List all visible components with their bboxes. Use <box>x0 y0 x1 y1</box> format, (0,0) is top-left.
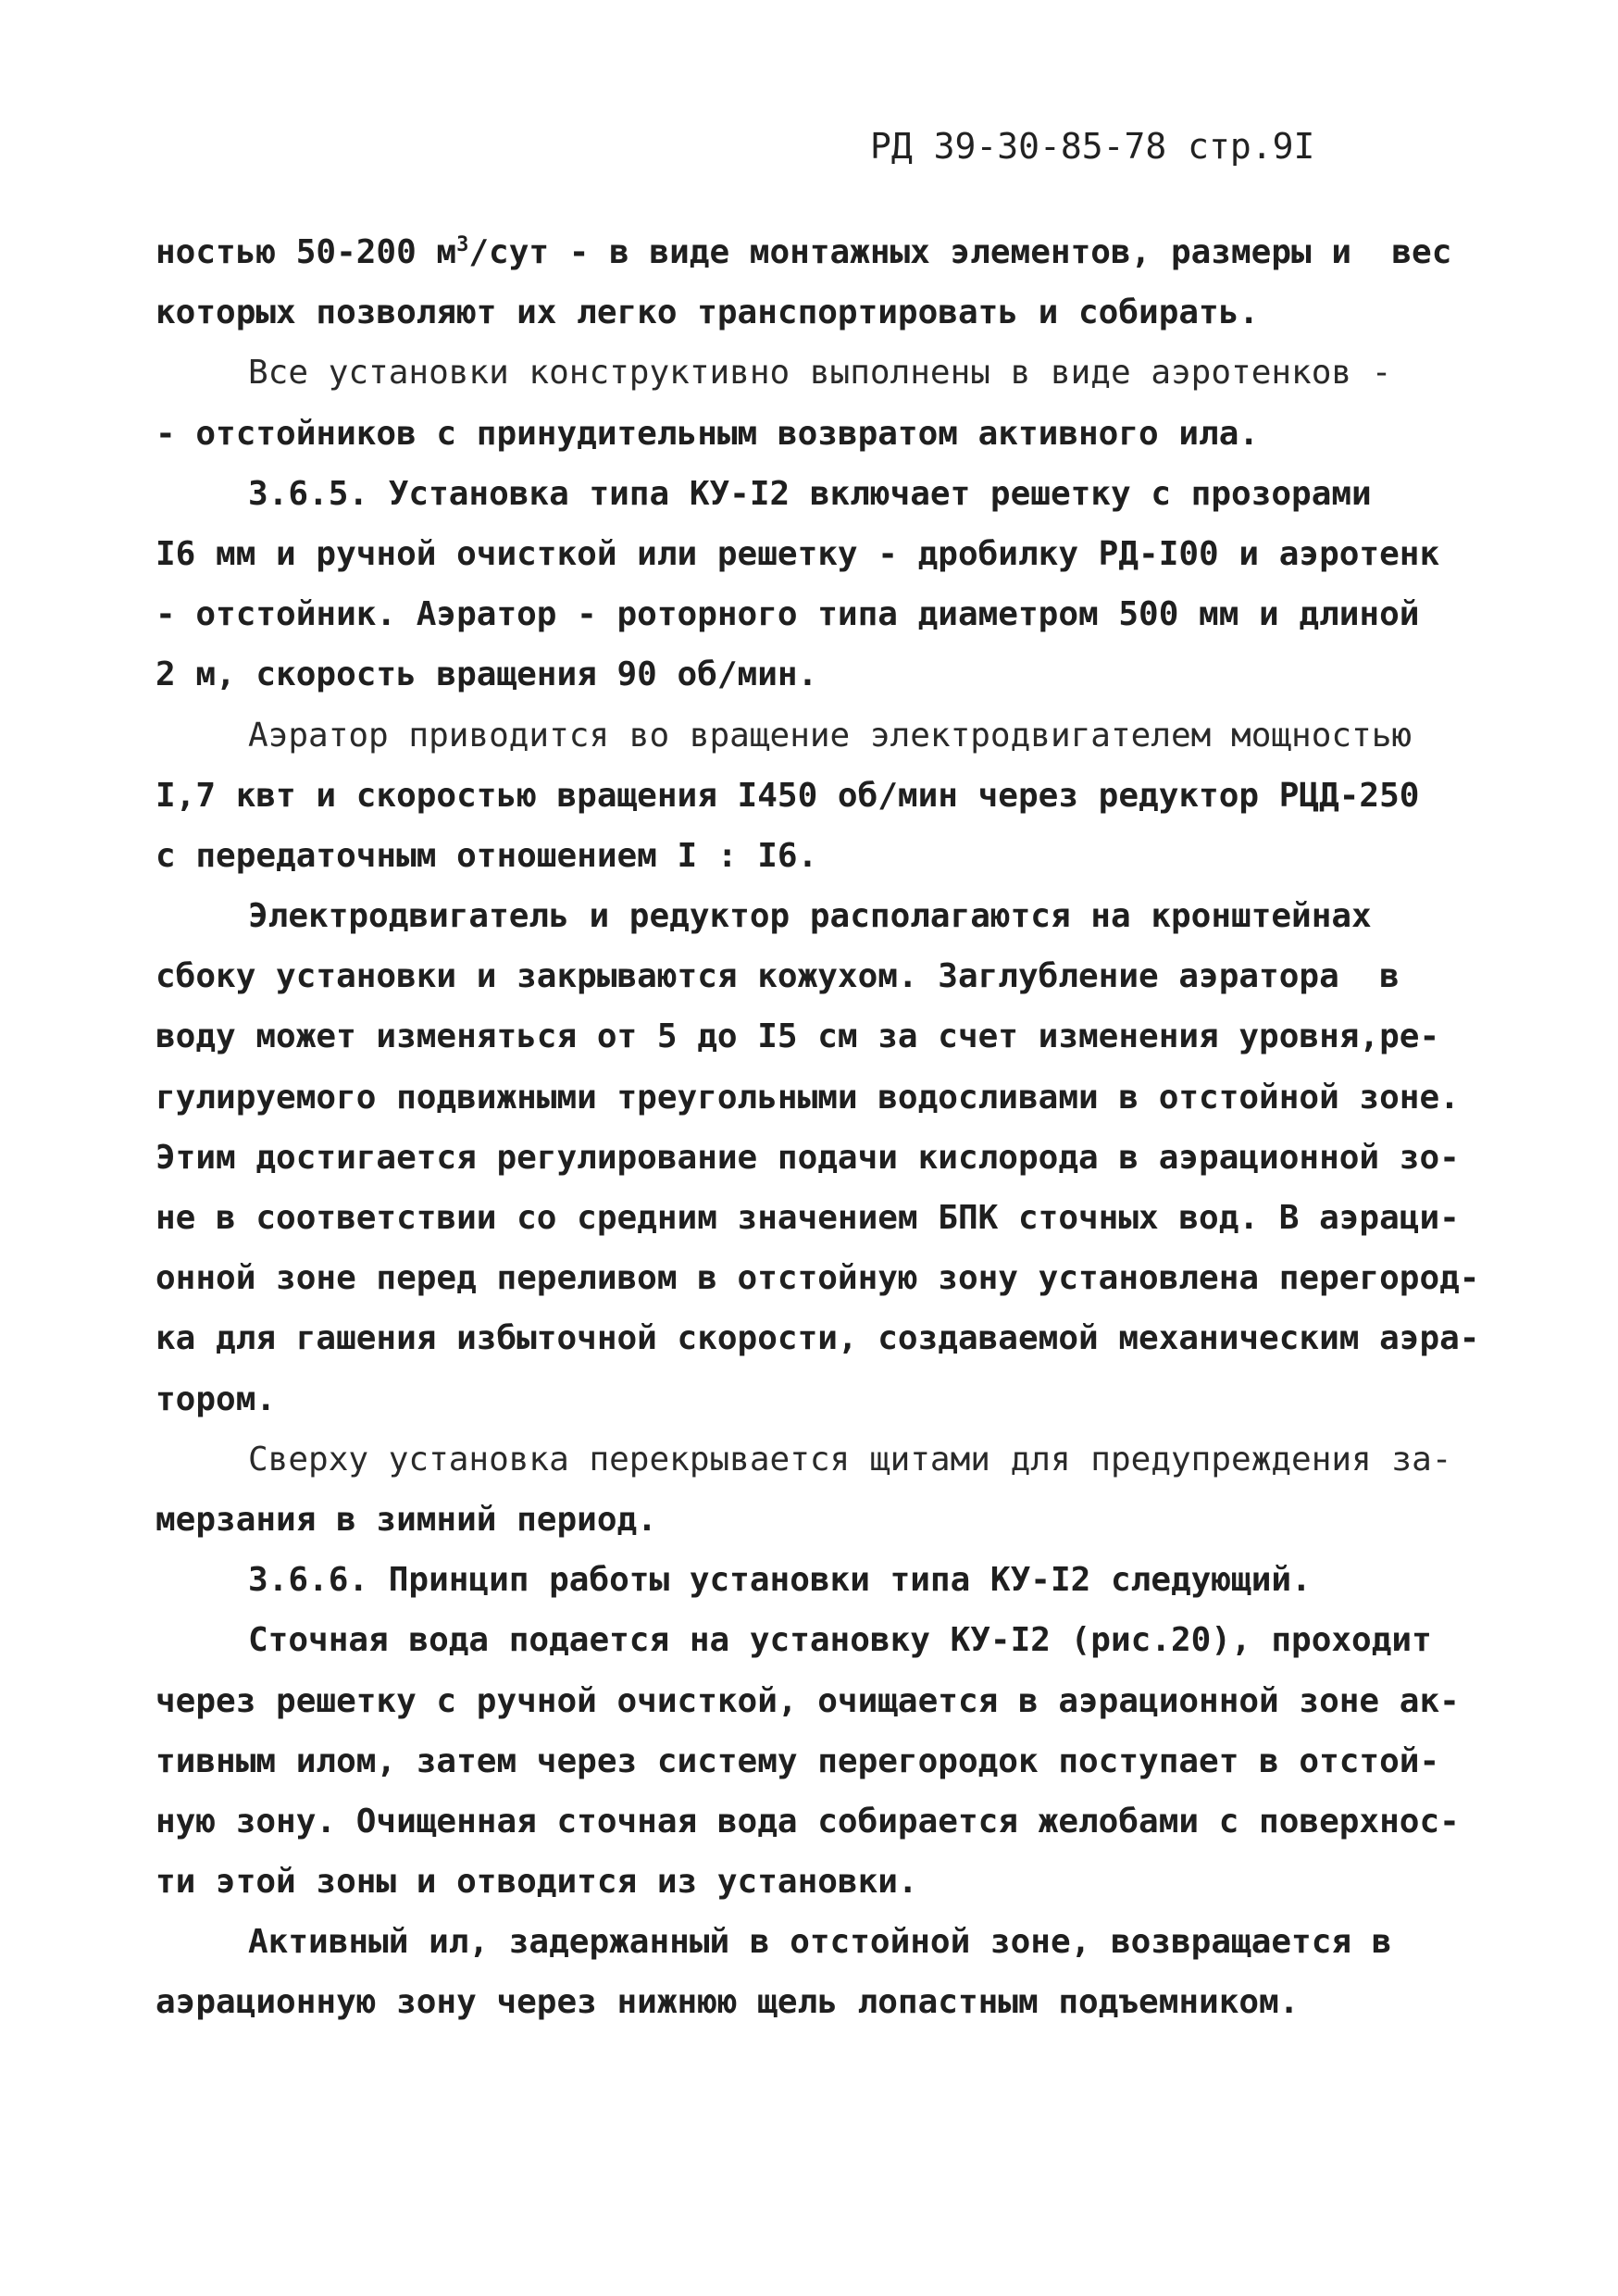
text-line-7: - отстойник. Аэратор - роторного типа диаметром 500 мм и длиной <box>156 595 1420 634</box>
superscript-3: 3 <box>456 233 469 256</box>
text-line-8: 2 м, скорость вращения 90 об/мин. <box>156 655 818 694</box>
text-line-5: 3.6.5. Установка типа КУ-I2 включает решетку с прозорами <box>248 474 1372 513</box>
text-line-20: тором. <box>156 1379 277 1418</box>
body-text <box>156 222 1480 2033</box>
text-line-29: Активный ил, задержанный в отстойной зоне, возвращается в <box>248 1923 1392 1962</box>
text-line-28: ти этой зоны и отводится из установки. <box>156 1863 918 1902</box>
text-line-6: I6 мм и ручной очисткой или решетку - дробилку РД-I00 и аэротенк <box>156 534 1440 573</box>
text-line-11: с передаточным отношением I : I6. <box>156 836 818 875</box>
text-line-27: ную зону. Очищенная сточная вода собирается желобами с поверхнос- <box>156 1802 1460 1841</box>
text-line-14: воду может изменяться от 5 до I5 см за счет изменения уровня,ре- <box>156 1017 1440 1056</box>
text-line-26: тивным илом, затем через систему перегородок поступает в отстой- <box>156 1741 1440 1780</box>
text-line-1-start: ностью 50-200 м <box>156 233 457 271</box>
text-line-13: сбоку установки и закрываются кожухом. Заглубление аэратора в <box>156 957 1400 996</box>
text-line-23: 3.6.6. Принцип работы установки типа КУ-I2 следующий. <box>248 1561 1312 1600</box>
text-line-19: ка для гашения избыточной скорости, создаваемой механическим аэра- <box>156 1319 1480 1358</box>
page-header-doc-ref: РД 39-30-85-78 стр.9I <box>870 126 1315 167</box>
text-line-3: Все установки конструктивно выполнены в виде аэротенков - <box>248 354 1392 393</box>
text-line-4: - отстойников с принудительным возвратом активного ила. <box>156 414 1260 453</box>
text-line-1 <box>156 222 1452 282</box>
text-line-9: Аэратор приводится во вращение электродвигателем мощностью <box>248 716 1413 755</box>
text-line-12: Электродвигатель и редуктор располагаются на кронштейнах <box>248 897 1372 936</box>
text-line-30: аэрационную зону через нижнюю щель лопастным подъемником. <box>156 1983 1300 2022</box>
text-line-25: через решетку с ручной очисткой, очищается в аэрационной зоне ак- <box>156 1681 1460 1720</box>
text-line-10: I,7 квт и скоростью вращения I450 об/мин через редуктор РЦД-250 <box>156 776 1420 815</box>
text-line-22: мерзания в зимний период. <box>156 1500 657 1539</box>
text-line-18: онной зоне перед переливом в отстойную зону установлена перегород- <box>156 1259 1480 1298</box>
text-line-24: Сточная вода подается на установку КУ-I2 (рис.20), проходит <box>248 1621 1432 1660</box>
text-line-16: Этим достигается регулирование подачи кислорода в аэрационной зо- <box>156 1138 1460 1177</box>
text-line-17: не в соответствии со средним значением БПК сточных вод. В аэраци- <box>156 1199 1460 1237</box>
text-line-21: Сверху установка перекрывается щитами для предупреждения за- <box>248 1440 1452 1479</box>
text-line-15: гулируемого подвижными треугольными водосливами в отстойной зоне. <box>156 1078 1460 1117</box>
text-line-1-end: /сут - в виде монтажных элементов, размеры и вес <box>468 233 1452 271</box>
text-line-2: которых позволяют их легко транспортировать и собирать. <box>156 293 1260 332</box>
